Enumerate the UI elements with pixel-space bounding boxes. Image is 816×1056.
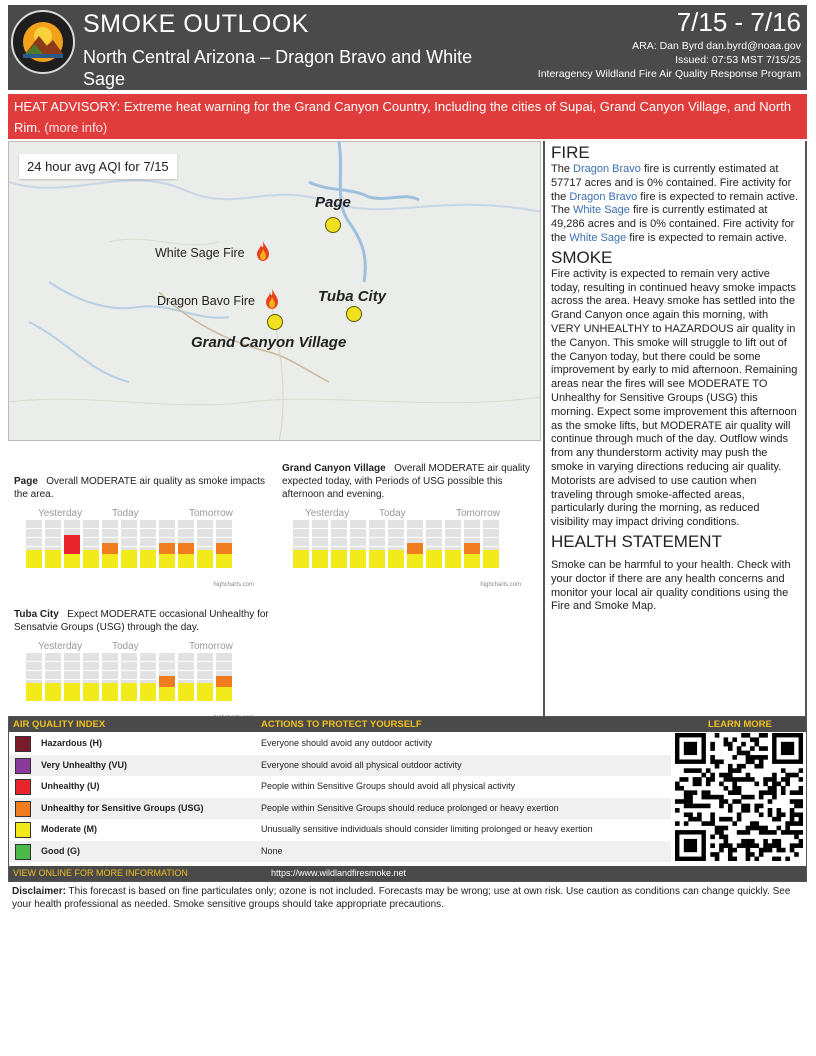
more-info-link[interactable]: (more info) [44,120,108,135]
chart-bar-moderate-base [102,554,118,568]
qr-code-icon[interactable] [675,733,803,861]
dragon-bravo-link[interactable]: Dragon Bravo [573,163,641,175]
chart-bar-fill [388,550,404,568]
fire-flame-icon[interactable] [256,241,270,261]
chart-day-label: Tomorrow [456,508,500,519]
chart-bar [26,520,42,568]
chart-bar-moderate-base [64,554,80,568]
chart-bar [331,520,347,568]
chart-gridline [121,670,137,671]
chart-gridline [216,670,232,671]
chart-gridline [197,679,213,680]
chart-day-label: Yesterday [305,508,350,519]
chart-bar [293,520,309,568]
chart-bar-fill [83,550,99,568]
chart-gridline [159,670,175,671]
chart-gridline [121,528,137,529]
smoke-body: Fire activity is expected to remain very active today, resulting in continued heavy smoke impacts across the area. Heavy smoke has settled into the Grand Canyon once again this morning, with VERY UNHEALTHY to HAZARDOUS air quality in the Canyon. This smoke will struggle to lift out of the Canyon today, but there could be some improvement by early to mid afternoon. Remaining areas near the fires will see MODERATE TO Unhealthy for Sensitive Groups (USG) this morning. Expect some improvement this afternoon as the smoke lifts, but MODERATE air quality will continue through much of the day. Outflow winds from any thunderstorm activity may push the smoke in varying directions reducing air quality. Motorists are advised to use caution when traveling through smoke-affected areas, particularly during the morning, as reduced visibility may impact driving conditions. [551,267,798,529]
chart-gridline [83,670,99,671]
chart-bar [121,653,137,701]
chart-bar [216,653,232,701]
program-name: Interagency Wildland Fire Air Quality Response Program [537,68,801,80]
aqi-category: Hazardous (H) [41,738,103,748]
fire-body: The Dragon Bravo fire is currently estimated at 57717 acres and is 0% contained. Fire activity for the Dragon Bravo fire is expected to remain active. The White Sage fire is currently estimated at 49,286 acres and is 0% contained. Fire activity for the White Sage fire is expected to remain active. [551,163,799,244]
aqi-row-very-unhealthy [9,755,671,777]
aqi-map[interactable] [8,141,541,441]
chart-bar-fill [45,683,61,701]
aqi-swatch [15,801,31,817]
program-logo-icon [11,10,75,74]
aqi-swatch [15,779,31,795]
chart-gridline [216,537,232,538]
chart-bar-moderate-base [464,554,480,568]
chart-bar-fill [102,683,118,701]
chart-bar [83,520,99,568]
chart-gridline [83,537,99,538]
chart-bar-fill [445,550,461,568]
aqi-row-good [9,841,671,863]
chart-gridline [159,528,175,529]
site-desc: Overall MODERATE air quality as smoke impacts the area. [14,476,266,500]
chart-gridline [45,679,61,680]
aqi-row-unhealthy [9,776,671,798]
chart-gridline [293,528,309,529]
chart-day-label: Tomorrow [189,641,233,652]
chart-gridline [26,546,42,547]
white-sage-link[interactable]: White Sage [569,231,627,244]
chart-gridline [64,528,80,529]
site-name: Page [14,476,38,487]
chart-gridline [293,537,309,538]
chart-bar-fill [178,683,194,701]
chart-bar-moderate-base [216,687,232,701]
chart-gridline [197,670,213,671]
chart-gridline [159,537,175,538]
chart-gridline [350,528,366,529]
smoke-heading: SMOKE [551,247,613,267]
chart-gridline [464,528,480,529]
chart-credit: highcharts.com [213,582,254,588]
chart-bar-moderate-base [159,554,175,568]
chart-bar-fill [26,683,42,701]
chart-gridline [331,546,347,547]
chart-gridline [140,661,156,662]
chart-gridline [45,546,61,547]
aqi-row-usg [9,798,671,820]
chart-bar [159,653,175,701]
chart-gridline [426,528,442,529]
chart-bar [102,520,118,568]
chart-gridline [159,661,175,662]
forecast-text-column [543,141,807,716]
health-heading: HEALTH STATEMENT [551,531,722,551]
header-meta [538,39,801,81]
chart-gridline [140,537,156,538]
chart-bar [350,520,366,568]
aqi-marker-grand-canyon-village[interactable] [267,314,283,330]
chart-gridline [64,661,80,662]
chart-gridline [464,537,480,538]
dragon-bravo-link[interactable]: Dragon Bravo [569,190,638,203]
aqi-header-learn-more: LEARN MORE [708,719,772,730]
chart-day-label: Tomorrow [189,508,233,519]
chart-bar-fill [121,683,137,701]
website-link[interactable]: https://www.wildlandfiresmoke.net [271,868,407,878]
chart-bar-moderate-base [159,687,175,701]
chart-day-label: Today [112,641,139,652]
site-grand-canyon-village [282,462,532,501]
chart-gridline [102,679,118,680]
site-tuba-city [14,608,270,634]
chart-gridline [83,546,99,547]
chart-gridline [140,528,156,529]
advisory-text: HEAT ADVISORY: Extreme heat warning for the Grand Canyon Country, Including the cities of Supai, Grand Canyon Village, and North Rim. [14,99,792,135]
chart-gridline [407,528,423,529]
chart-bar-fill [64,683,80,701]
chart-gridline [102,670,118,671]
chart-gridline [445,546,461,547]
chart-day-label: Yesterday [38,508,83,519]
view-online-label: VIEW ONLINE FOR MORE INFORMATION [13,868,188,878]
chart-gridline [483,537,499,538]
city-label-page: Page [315,194,351,211]
chart-bar-fill [26,550,42,568]
aqi-chart-page [26,508,254,588]
aqi-swatch [15,736,31,752]
chart-gridline [26,537,42,538]
chart-gridline [369,546,385,547]
chart-credit: highcharts.com [480,582,521,588]
chart-bar [483,520,499,568]
chart-gridline [216,661,232,662]
chart-bar-fill [140,550,156,568]
aqi-header-index: AIR QUALITY INDEX [13,719,106,730]
chart-gridline [426,546,442,547]
heat-advisory-banner [8,94,807,139]
health-body: Smoke can be harmful to your health. Check with your doctor if there are any health concerns and monitor your local air quality conditions using the Fire and Smoke Map. [551,558,791,613]
aqi-row-moderate [9,819,671,841]
site-name: Grand Canyon Village [282,463,386,474]
chart-gridline [369,528,385,529]
chart-bar-fill [293,550,309,568]
chart-bar [197,653,213,701]
chart-gridline [83,661,99,662]
chart-bar [178,520,194,568]
chart-bar-fill [121,550,137,568]
fire-label-dragon-bravo: Dragon Bavo Fire [157,294,255,308]
chart-gridline [483,528,499,529]
chart-gridline [102,528,118,529]
chart-bar [388,520,404,568]
site-name: Tuba City [14,609,59,620]
chart-bar-fill [197,683,213,701]
chart-bar [45,520,61,568]
chart-gridline [26,679,42,680]
chart-bar [140,653,156,701]
site-page [14,475,270,501]
aqi-swatch [15,758,31,774]
chart-bar-moderate-base [216,554,232,568]
chart-gridline [388,528,404,529]
chart-gridline [26,528,42,529]
chart-gridline [331,528,347,529]
chart-gridline [178,528,194,529]
city-label-tuba-city: Tuba City [318,288,387,305]
chart-gridline [178,670,194,671]
chart-bar-moderate-base [178,554,194,568]
chart-gridline [369,537,385,538]
aqi-category: Very Unhealthy (VU) [41,759,128,770]
chart-gridline [121,537,137,538]
aqi-category: Unhealthy for Sensitive Groups (USG) [41,802,204,813]
chart-bar-fill [426,550,442,568]
chart-gridline [483,546,499,547]
issued-time: Issued: 07:53 MST 7/15/25 [675,54,801,66]
chart-bar [178,653,194,701]
chart-gridline [407,537,423,538]
aqi-action: Everyone should avoid all physical outdoor activity [261,759,462,770]
chart-gridline [102,661,118,662]
chart-gridline [197,537,213,538]
fire-flame-icon[interactable] [265,289,279,309]
chart-bar-fill [83,683,99,701]
aqi-action: People within Sensitive Groups should avoid all physical activity [261,781,516,791]
chart-gridline [178,661,194,662]
chart-bar-fill [140,683,156,701]
chart-bar-fill [197,550,213,568]
chart-bar [312,520,328,568]
chart-gridline [388,537,404,538]
aqi-action: Unusually sensitive individuals should consider limiting prolonged or heavy exertion [261,824,593,834]
chart-gridline [83,528,99,529]
chart-bar-fill [45,550,61,568]
white-sage-link[interactable]: White Sage [573,204,630,217]
city-label-grand-canyon-village: Grand Canyon Village [191,334,347,351]
chart-bar [140,520,156,568]
aqi-category: Moderate (M) [41,824,97,834]
aqi-action: Everyone should avoid any outdoor activity [261,738,433,748]
aqi-swatch [15,844,31,860]
chart-bar [426,520,442,568]
aqi-table-header [9,717,806,732]
chart-gridline [312,546,328,547]
chart-gridline [64,679,80,680]
aqi-row-hazardous [9,733,671,755]
chart-gridline [312,528,328,529]
chart-gridline [26,670,42,671]
page-title: SMOKE OUTLOOK [83,10,309,38]
disclaimer-text: This forecast is based on fine particulates only; ozone is not included. Forecasts may be wrong; use at own risk. Use caution as conditions can change quickly. See your health professional as needed. Smoke sensitive groups should take appropriate precautions. [12,886,791,910]
aqi-marker-page[interactable] [325,217,341,233]
chart-gridline [26,661,42,662]
chart-bar [159,520,175,568]
chart-gridline [178,537,194,538]
chart-day-label: Yesterday [38,641,83,652]
aqi-chart-tuba-city [26,641,254,721]
aqi-header-actions: ACTIONS TO PROTECT YOURSELF [261,719,422,730]
chart-bar [197,520,213,568]
chart-gridline [45,661,61,662]
chart-gridline [140,670,156,671]
chart-gridline [388,546,404,547]
chart-bar [64,653,80,701]
chart-bar [216,520,232,568]
chart-gridline [331,537,347,538]
chart-bar [464,520,480,568]
chart-gridline [197,528,213,529]
chart-bar [26,653,42,701]
chart-bar [64,520,80,568]
chart-bar-fill [369,550,385,568]
aqi-chart-grand-canyon-village [293,508,521,588]
chart-bar-fill [350,550,366,568]
chart-bar-fill [312,550,328,568]
forecast-dates: 7/15 - 7/16 [676,7,801,37]
fire-label-white-sage: White Sage Fire [155,246,245,260]
aqi-action: None [261,845,283,856]
chart-gridline [45,670,61,671]
ara-contact: ARA: Dan Byrd dan.byrd@noaa.gov [632,40,801,52]
aqi-swatch [15,822,31,838]
chart-gridline [216,528,232,529]
chart-gridline [140,546,156,547]
aqi-marker-tuba-city[interactable] [346,306,362,322]
chart-bar-fill [483,550,499,568]
chart-bar [445,520,461,568]
chart-gridline [445,528,461,529]
chart-gridline [121,661,137,662]
chart-bar [121,520,137,568]
chart-bar [369,520,385,568]
chart-day-label: Today [379,508,406,519]
chart-bar [45,653,61,701]
site-desc: Overall MODERATE air quality expected today, with Periods of USG possible this afternoon and evening. [282,463,531,500]
chart-gridline [140,679,156,680]
header-banner [8,5,807,90]
aqi-action: People within Sensitive Groups should reduce prolonged or heavy exertion [261,802,559,813]
chart-gridline [178,679,194,680]
chart-gridline [445,537,461,538]
chart-gridline [121,679,137,680]
chart-bar-fill [331,550,347,568]
chart-bar [407,520,423,568]
chart-gridline [312,537,328,538]
chart-gridline [426,537,442,538]
chart-gridline [350,546,366,547]
chart-gridline [102,537,118,538]
chart-bar-moderate-base [407,554,423,568]
aqi-legend-table [8,716,807,882]
disclaimer-label: Disclaimer: [12,886,66,897]
chart-gridline [121,546,137,547]
fire-heading: FIRE [551,143,590,162]
chart-gridline [350,537,366,538]
chart-gridline [83,679,99,680]
chart-gridline [45,528,61,529]
chart-bar [83,653,99,701]
chart-day-label: Today [112,508,139,519]
aqi-table-footer [9,866,806,881]
chart-gridline [197,661,213,662]
chart-gridline [45,537,61,538]
disclaimer [12,885,804,911]
aqi-category: Unhealthy (U) [41,781,100,791]
chart-gridline [64,670,80,671]
chart-bar [102,653,118,701]
map-aqi-label: 24 hour avg AQI for 7/15 [19,154,177,179]
chart-gridline [293,546,309,547]
page-subtitle: North Central Arizona – Dragon Bravo and White Sage [83,47,473,89]
site-desc: Expect MODERATE occasional Unhealthy for Sensatvie Groups (USG) through the day. [14,609,269,633]
chart-gridline [197,546,213,547]
aqi-category: Good (G) [41,845,80,856]
